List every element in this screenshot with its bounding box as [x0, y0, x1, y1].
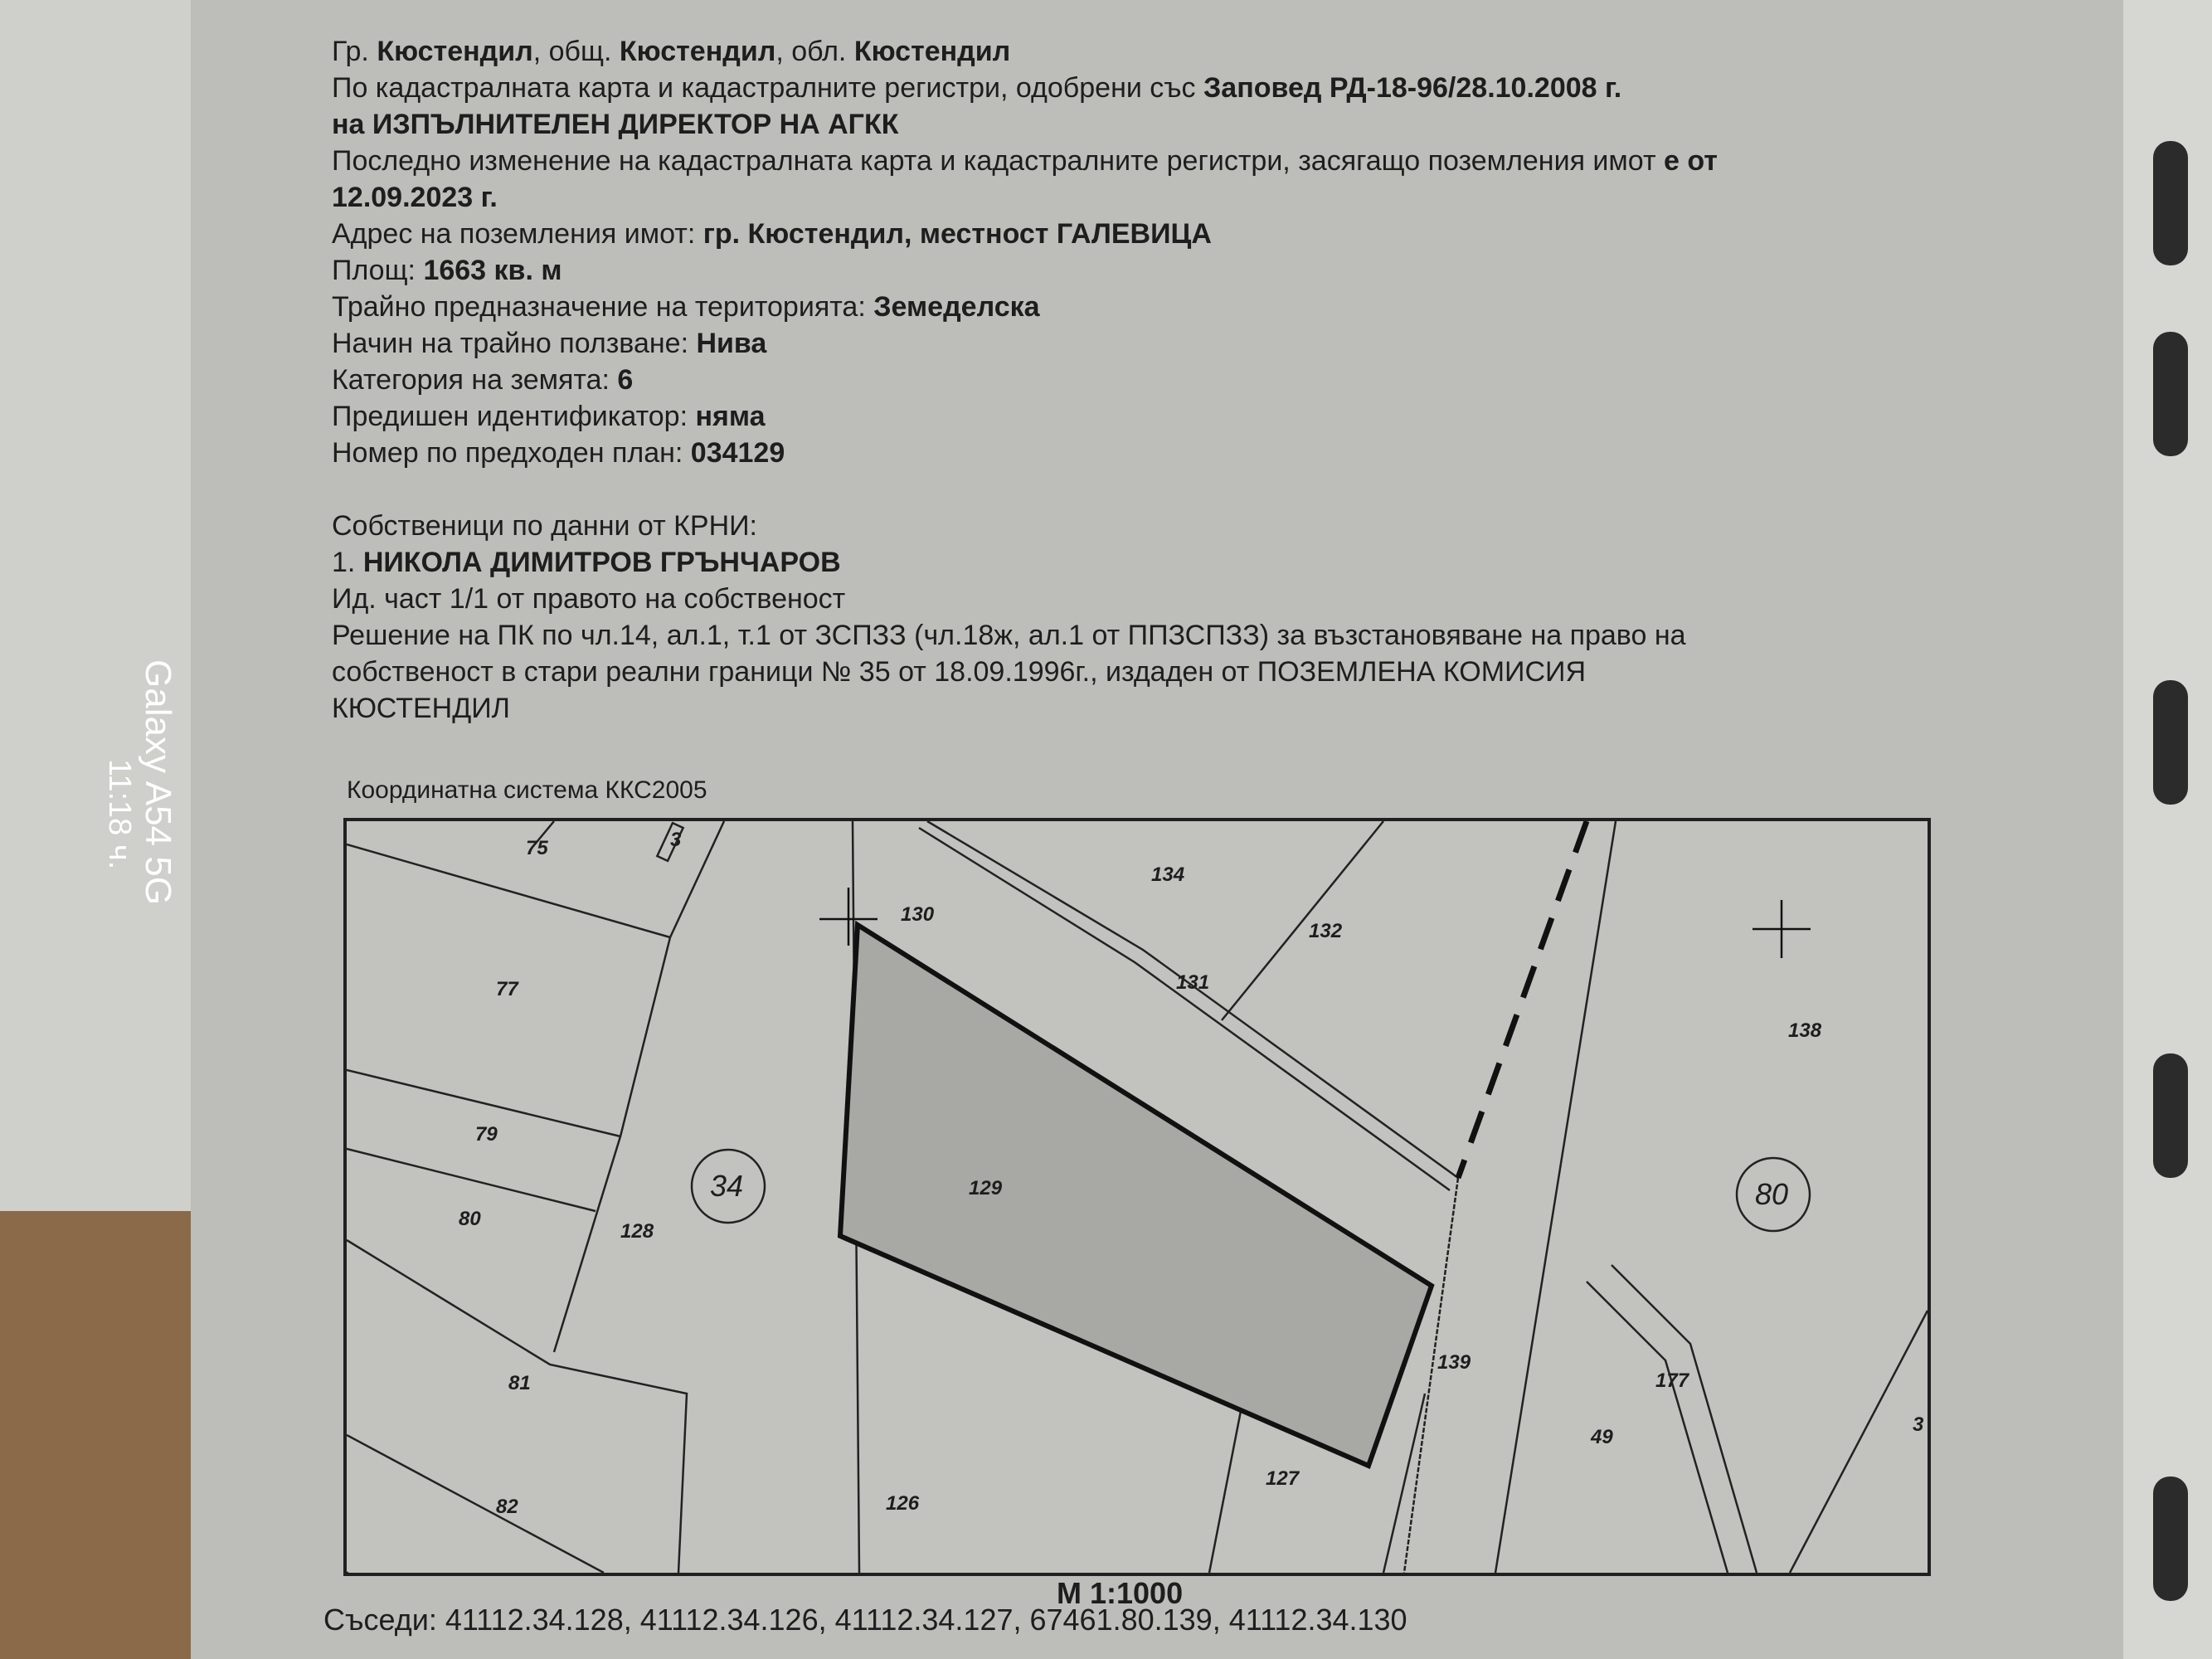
plot-label: 127	[1266, 1467, 1300, 1490]
binder-hole	[2153, 1053, 2188, 1178]
binder-hole	[2153, 141, 2188, 265]
parcel-boundary	[554, 937, 670, 1352]
plot-label: 3	[670, 829, 682, 851]
parcel-boundary	[1383, 1394, 1425, 1573]
doc-line: Последно изменение на кадастралната карта и кадастралните регистри, засягащо поземления имот е от	[332, 145, 1718, 177]
doc-line: Начин на трайно ползване: Нива	[332, 328, 767, 359]
cadastral-map	[343, 818, 1931, 1576]
doc-line: Площ: 1663 кв. м	[332, 255, 562, 286]
decision-line: КЮСТЕНДИЛ	[332, 693, 510, 724]
neighbors-line: Съседи: 41112.34.128, 41112.34.126, 41112.34.127, 67461.80.139, 41112.34.130	[323, 1603, 1407, 1637]
plot-label: 131	[1176, 971, 1210, 994]
decision-line: собственост в стари реални граници № 35 от 18.09.1996г., издаден от ПОЗЕМЛЕНА КОМИСИЯ	[332, 656, 1587, 688]
plot-label: 134	[1151, 864, 1185, 886]
plot-label: 132	[1309, 920, 1343, 942]
plot-label: 3	[1913, 1413, 1924, 1436]
owners-title: Собственици по данни от КРНИ:	[332, 510, 758, 542]
road-line	[1612, 1265, 1757, 1573]
plot-label: 79	[475, 1123, 498, 1146]
plot-label: 128	[620, 1220, 654, 1243]
plot-label: 49	[1591, 1426, 1613, 1448]
doc-line: Номер по предходен план: 034129	[332, 437, 785, 469]
subject-parcel-129	[840, 925, 1432, 1466]
plot-label: 138	[1788, 1019, 1822, 1042]
table-surface	[0, 1211, 216, 1659]
watermark-time: 11:18 ч.	[102, 759, 137, 870]
map-drawing	[347, 821, 1928, 1573]
doc-line: Трайно предназначение на територията: Земеделска	[332, 291, 1040, 323]
binder-hole	[2153, 1477, 2188, 1601]
coordinate-system-label: Координатна система ККС2005	[347, 776, 707, 804]
plot-label: 130	[901, 903, 935, 926]
doc-line: на ИЗПЪЛНИТЕЛЕН ДИРЕКТОР НА АГКК	[332, 109, 899, 140]
sector-label-34: 34	[710, 1169, 744, 1203]
background-paper	[0, 0, 191, 1211]
parcel-boundary	[1222, 821, 1383, 1020]
plot-label: 177	[1655, 1370, 1689, 1392]
road-edge	[1404, 1178, 1458, 1573]
document-text	[332, 33, 1991, 727]
binder-hole	[2153, 332, 2188, 456]
map-scale: М 1:1000	[1057, 1576, 1184, 1610]
parcel-boundary	[347, 1240, 687, 1573]
watermark-device: Galaxy A54 5G	[138, 659, 178, 905]
subject-plot-label: 129	[969, 1177, 1003, 1199]
plot-label: 75	[526, 837, 548, 859]
plot-label: 139	[1437, 1351, 1471, 1374]
doc-line: Адрес на поземления имот: гр. Кюстендил, местност ГАЛЕВИЦА	[332, 218, 1212, 250]
parcel-boundary	[347, 844, 670, 937]
parcel-boundary	[347, 1149, 596, 1211]
owner-share: Ид. част 1/1 от правото на собственост	[332, 583, 846, 615]
plot-label: 80	[459, 1208, 481, 1230]
plot-label: 82	[496, 1496, 518, 1518]
plot-label: 77	[496, 978, 518, 1000]
doc-line: Категория на земята: 6	[332, 364, 634, 396]
doc-line: 12.09.2023 г.	[332, 182, 498, 213]
owner-line: 1. НИКОЛА ДИМИТРОВ ГРЪНЧАРОВ	[332, 547, 841, 578]
plot-label: 126	[886, 1492, 920, 1515]
plot-label: 81	[508, 1372, 531, 1394]
sector-label-80: 80	[1755, 1177, 1789, 1211]
doc-line: По кадастралната карта и кадастралните регистри, одобрени със Заповед РД-18-96/28.10.2008 г.	[332, 72, 1622, 104]
road-edge	[1495, 821, 1616, 1573]
binder-hole	[2153, 680, 2188, 805]
parcel-boundary	[1790, 1311, 1928, 1573]
doc-line: Гр. Кюстендил, общ. Кюстендил, обл. Кюстендил	[332, 36, 1011, 67]
doc-line: Предишен идентификатор: няма	[332, 401, 766, 432]
decision-line: Решение на ПК по чл.14, ал.1, т.1 от ЗСПЗЗ (чл.18ж, ал.1 от ППЗСПЗЗ) за възстановяване на право на	[332, 620, 1686, 651]
parcel-boundary	[347, 1435, 604, 1573]
